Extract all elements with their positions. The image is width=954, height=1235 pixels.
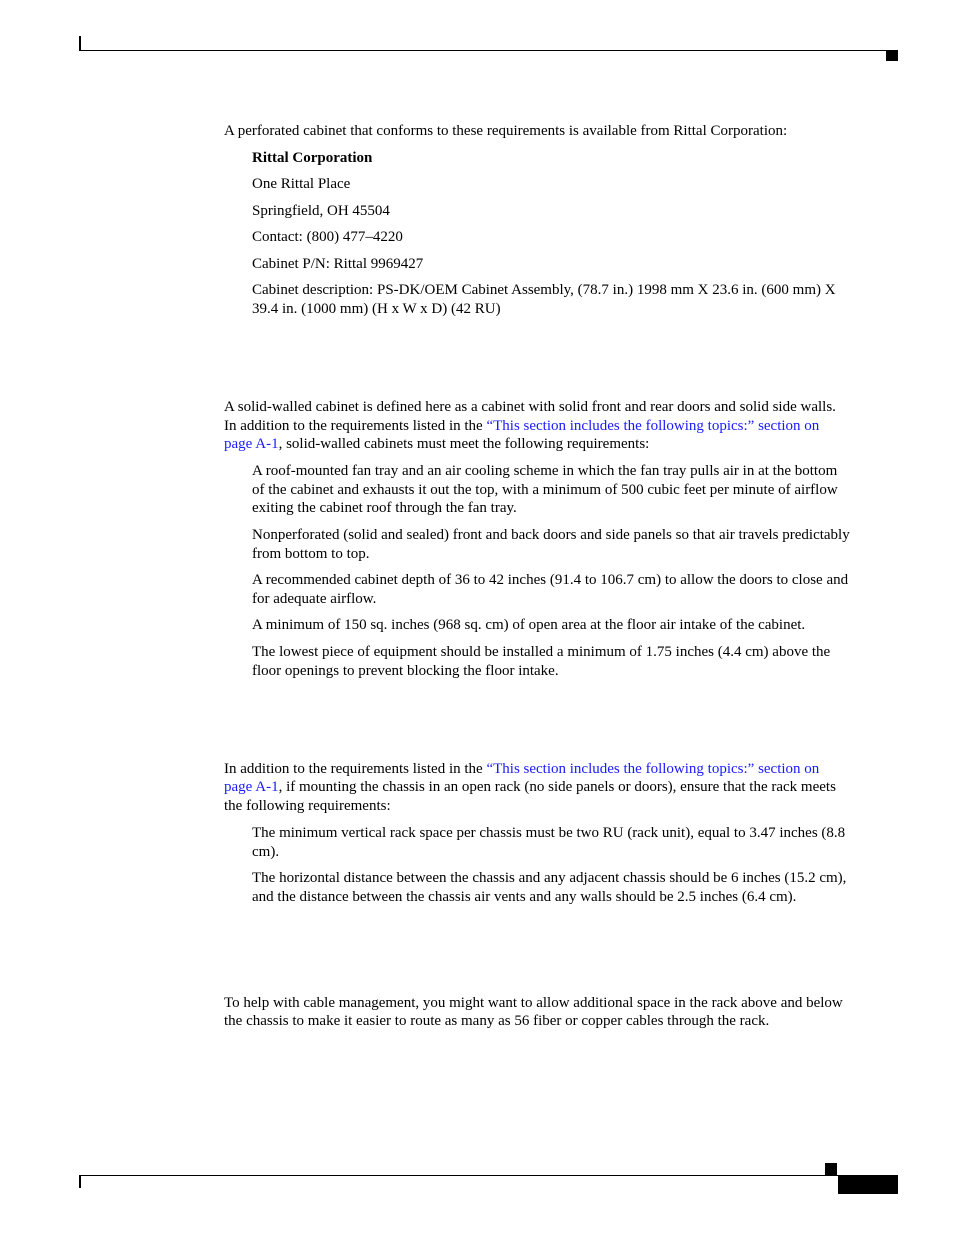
rittal-address2: Springfield, OH 45504 [252, 203, 390, 219]
open-rack-item-2-line1: The horizontal distance between the chassis and any adjacent chassis should be 6 inches (15.2 cm), [252, 870, 847, 886]
open-rack-intro-suffix: , if mounting the chassis in an open rack (no side panels or doors), ensure that the rack meets [278, 779, 836, 795]
footer-left-tick [79, 1175, 81, 1188]
solid-item-1-line1: A roof-mounted fan tray and an air cooling scheme in which the fan tray pulls air in at the bottom [252, 463, 838, 479]
solid-intro-prefix: In addition to the requirements listed in the [224, 418, 487, 434]
solid-item-1-line2: of the cabinet and exhausts it out the top, with a minimum of 500 cubic feet per minute of airflow [252, 482, 838, 498]
solid-intro-line1: A solid-walled cabinet is defined here as a cabinet with solid front and rear doors and solid side walls. [224, 399, 836, 415]
open-rack-page-link[interactable]: page A-1 [224, 779, 279, 795]
cable-management-line2: the chassis to make it easier to route as many as 56 fiber or copper cables through the rack. [224, 1013, 770, 1029]
open-rack-item-2-line2: and the distance between the chassis air vents and any walls should be 2.5 inches (6.4 cm). [252, 889, 797, 905]
rittal-part-number: Cabinet P/N: Rittal 9969427 [252, 256, 424, 272]
open-rack-intro-line2 [224, 778, 836, 797]
solid-item-2-line2: from bottom to top. [252, 546, 370, 562]
header-left-tick [79, 36, 81, 51]
solid-item-5-line1: The lowest piece of equipment should be installed a minimum of 1.75 inches (4.4 cm) above the [252, 644, 831, 660]
open-rack-xref-link[interactable]: “This section includes the following topics:” section on [486, 761, 820, 777]
solid-item-1-line3: exiting the cabinet roof through the fan tray. [252, 500, 517, 516]
solid-item-4-line1: A minimum of 150 sq. inches (968 sq. cm) of open area at the floor air intake of the cabinet. [252, 617, 806, 633]
solid-intro-line3 [224, 435, 649, 454]
solid-item-2-line1: Nonperforated (solid and sealed) front and back doors and side panels so that air travels predictably [252, 527, 850, 543]
solid-intro-line2 [224, 417, 819, 436]
open-rack-item-1-line2: cm). [252, 844, 280, 860]
open-rack-intro-line1 [224, 760, 819, 779]
open-rack-intro-prefix: In addition to the requirements listed in the [224, 761, 487, 777]
rittal-contact: Contact: (800) 477–4220 [252, 229, 403, 245]
solid-item-5-line2: floor openings to prevent blocking the floor intake. [252, 663, 559, 679]
footer-rule [79, 1175, 898, 1176]
footer-small-block [825, 1163, 837, 1175]
rittal-description-line1: Cabinet description: PS-DK/OEM Cabinet Assembly, (78.7 in.) 1998 mm X 23.6 in. (600 mm) X [252, 282, 836, 298]
solid-item-3-line1: A recommended cabinet depth of 36 to 42 inches (91.4 to 106.7 cm) to allow the doors to close and [252, 572, 849, 588]
rittal-company: Rittal Corporation [252, 150, 373, 166]
rittal-description-line2: 39.4 in. (1000 mm) (H x W x D) (42 RU) [252, 301, 501, 317]
cable-management-line1: To help with cable management, you might want to allow additional space in the rack above and below [224, 995, 843, 1011]
rittal-intro: A perforated cabinet that conforms to these requirements is available from Rittal Corporation: [224, 123, 788, 139]
open-rack-item-1-line1: The minimum vertical rack space per chassis must be two RU (rack unit), equal to 3.47 inches (8.8 [252, 825, 846, 841]
solid-intro-suffix: , solid-walled cabinets must meet the following requirements: [278, 436, 650, 452]
solid-intro-page-link[interactable]: page A-1 [224, 436, 279, 452]
rittal-address1: One Rittal Place [252, 176, 351, 192]
header-rule [79, 50, 890, 51]
open-rack-intro-line3: the following requirements: [224, 798, 391, 814]
footer-page-tab [838, 1176, 898, 1194]
solid-item-3-line2: for adequate airflow. [252, 591, 377, 607]
header-corner-block [886, 50, 898, 61]
solid-intro-xref-link[interactable]: “This section includes the following topics:” section on [486, 418, 820, 434]
